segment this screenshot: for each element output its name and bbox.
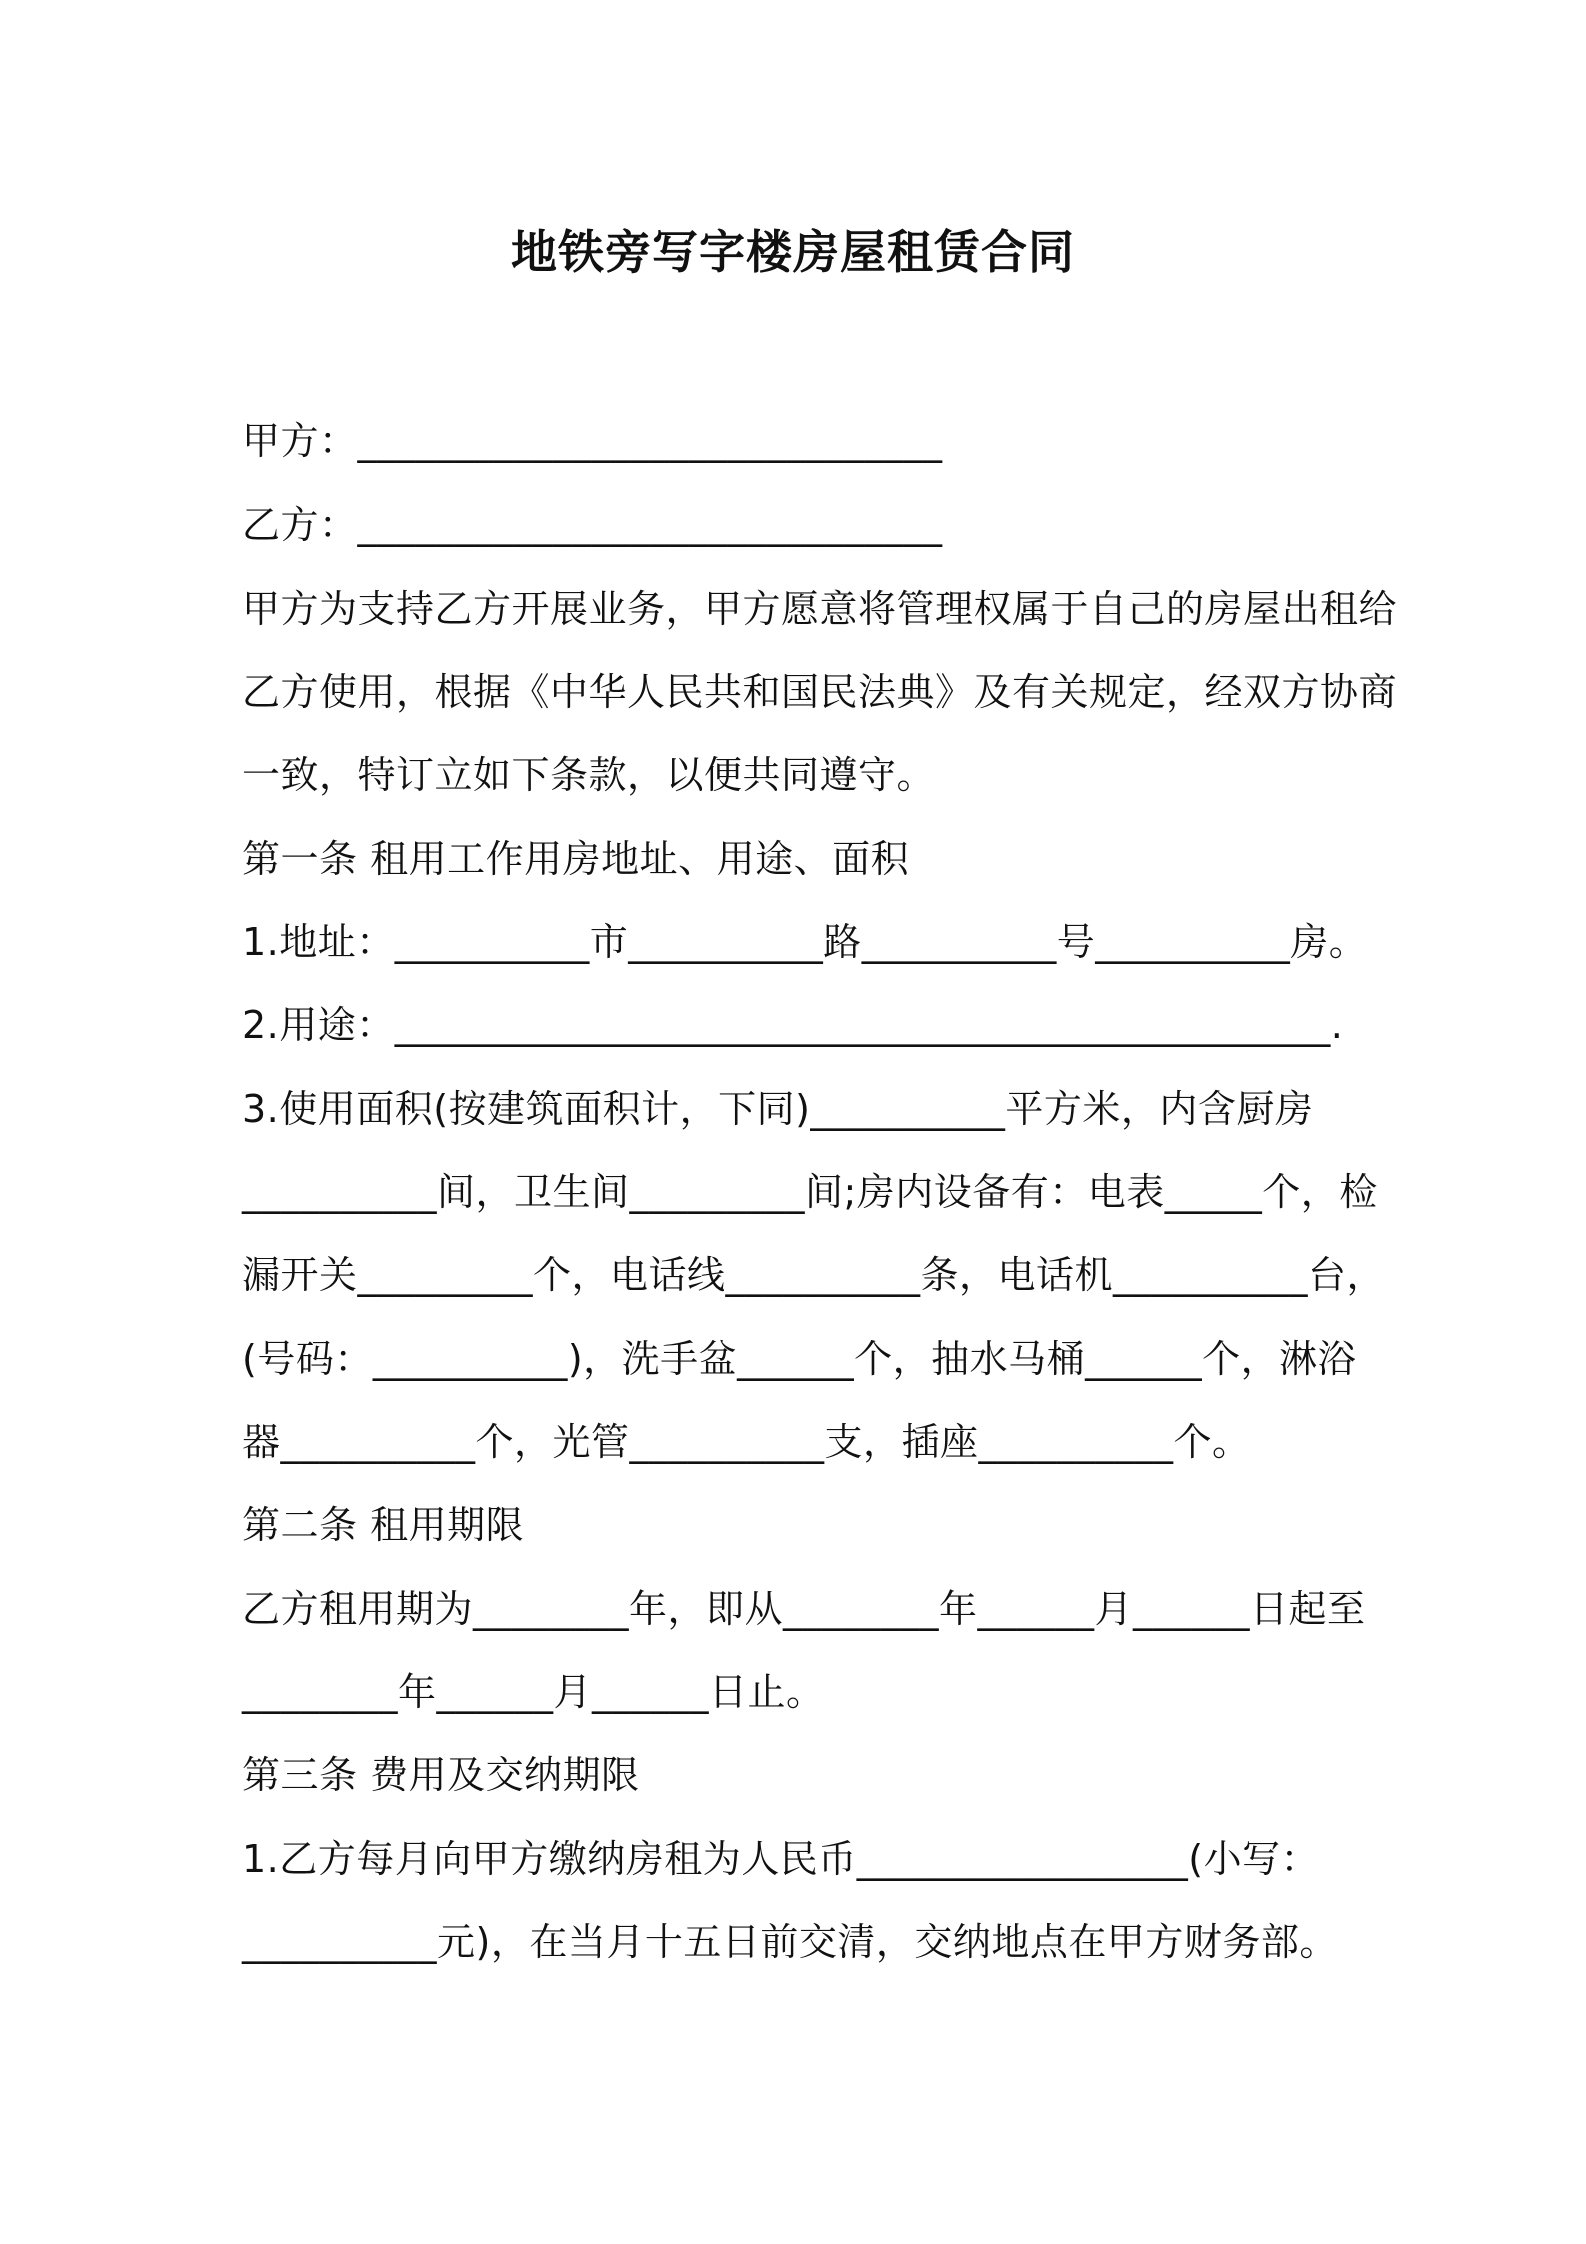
- term-line-1: 乙方租用期为________年，即从________年______月______日起至: [242, 1587, 1366, 1631]
- address-line: 1.地址：__________市__________路__________号__________房。: [242, 920, 1368, 964]
- party-b-line: 乙方：______________________________: [242, 503, 943, 547]
- rent-line-2: __________元)，在当月十五日前交清，交纳地点在甲方财务部。: [242, 1920, 1338, 1964]
- document-title: 地铁旁写字楼房屋租赁合同: [511, 225, 1075, 279]
- area-line-4: (号码：__________)，洗手盆______个，抽水马桶______个，淋浴: [242, 1337, 1357, 1381]
- area-line-1: 3.使用面积(按建筑面积计，下同)__________平方米，内含厨房: [242, 1087, 1314, 1131]
- area-line-5: 器__________个，光管__________支，插座__________个。: [242, 1420, 1251, 1464]
- usage-line: 2.用途：________________________________________________.: [242, 1003, 1344, 1047]
- article-1-heading: 第一条 租用工作用房地址、用途、面积: [242, 837, 910, 881]
- preamble-line-2: 乙方使用，根据《中华人民共和国民法典》及有关规定，经双方协商: [242, 670, 1398, 714]
- preamble-line-3: 一致，特订立如下条款，以便共同遵守。: [242, 753, 936, 797]
- rent-line-1: 1.乙方每月向甲方缴纳房租为人民币_________________(小写：: [242, 1837, 1320, 1881]
- party-a-line: 甲方：______________________________: [242, 419, 943, 463]
- article-3-heading: 第三条 费用及交纳期限: [242, 1753, 640, 1797]
- area-line-2: __________间，卫生间_________间;房内设备有：电表_____个，检: [242, 1170, 1378, 1214]
- preamble-line-1: 甲方为支持乙方开展业务，甲方愿意将管理权属于自己的房屋出租给: [242, 587, 1398, 631]
- term-line-2: ________年______月______日止。: [242, 1670, 825, 1714]
- area-line-3: 漏开关_________个，电话线__________条，电话机__________台，: [242, 1253, 1386, 1297]
- article-2-heading: 第二条 租用期限: [242, 1503, 525, 1547]
